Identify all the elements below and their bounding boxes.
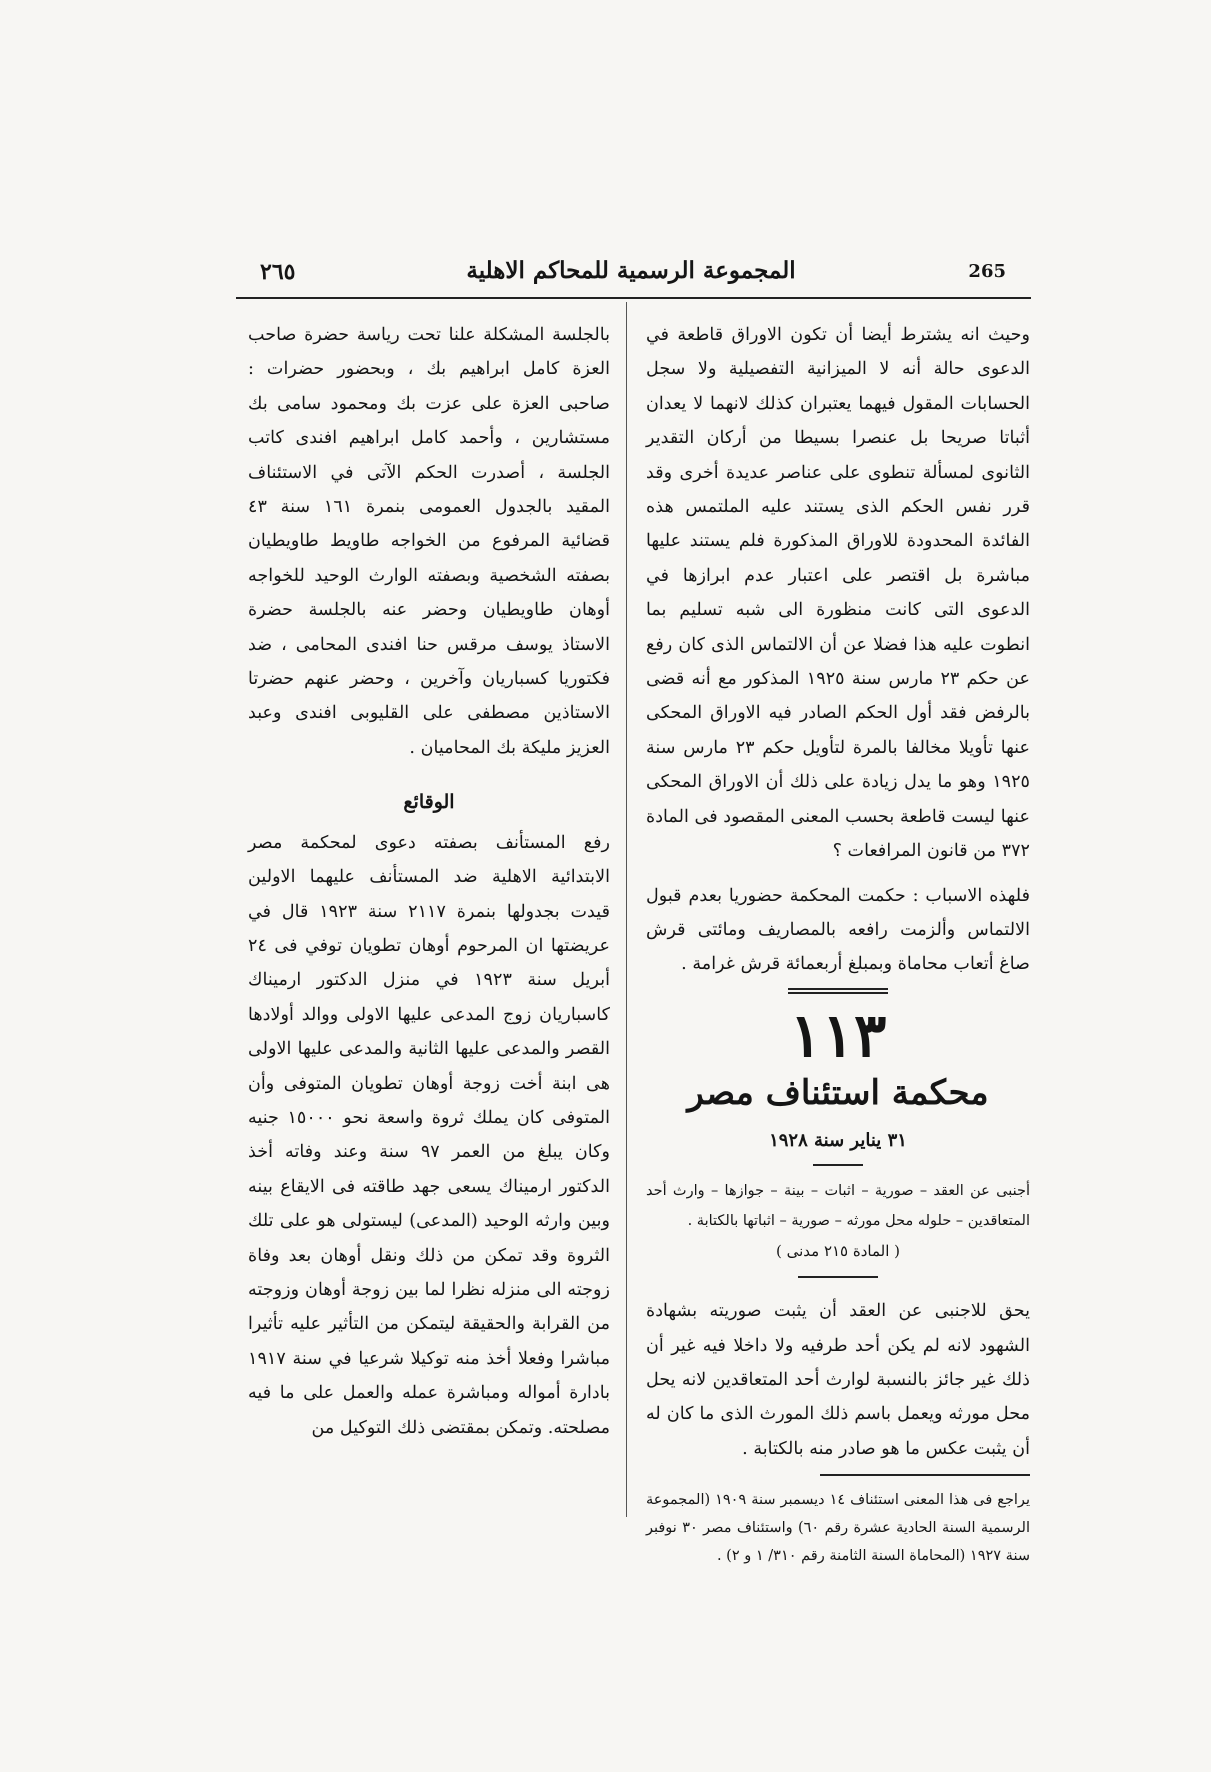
case-separator-rule xyxy=(788,988,888,994)
page-number-latin: 265 xyxy=(968,261,1006,282)
verdict-paragraph: فلهذه الاسباب : حكمت المحكمة حضوريا بعدم قبول الالتماس وألزمت رافعه بالمصاريف ومائتى قرش صاغ أتعاب محاماة وبمبلغ أربعمائة قرش غرامة ‏. xyxy=(646,885,1030,975)
footnote-rule xyxy=(820,1474,1030,1476)
facts-paragraph: رفع المستأنف بصفته دعوى لمحكمة مصر الابتدائية الاهلية ضد المستأنف عليهما الاولين قيدت بجدولها بنمرة ٢١١٧ سنة ١٩٢٣ قال في عريضتها ان المرحوم أوهان تطويان توفي فى ٢٤ أبريل سنة ١٩٢٣ في منزل الدكتور ارميناك كاسباريان زوج المدعى عليها الاولى ووالد أولادها القصر والمدعى عليها الثانية والمدعى عليها الاولى هى ابنة أخت زوجة أوهان تطويان المتوفى وأن المتوفى كان يملك ثروة واسعة نحو ١٥٠٠٠ جنيه وكان يبلغ من العمر ٩٧ سنة وعند وفاته أخذ الدكتور ارميناك يسعى جهد طاقته فى الايقاع بينه وبين وارثه الوحيد (المدعى) ليستولى هو على تلك الثروة وقد تمكن من ذلك ونقل أوهان بعد وفاة زوجته الى منزله نظرا لما بين زوجة أوهان وزوجته من القرابة والحقيقة ليتمكن من التأثير عليه تأثيرا مباشرا وفعلا أخذ منه توكيلا شرعيا في سنة ١٩١٧ بادارة أمواله ومباشرة عمله والعمل على ما فيه مصلحته. وتمكن بمقتضى ذلك التوكيل من xyxy=(248,832,610,1438)
header-rule xyxy=(236,297,1031,299)
ruling-summary: يحق للاجنبى عن العقد أن يثبت صوريته بشهادة الشهود لانه لم يكن أحد طرفيه ولا داخلا فيه غير أن ذلك غير جائز بالنسبة لوارث أحد المتعاقدين لانه يحل محل مورثه ويعمل باسم ذلك المورث الذى ما كان له أن يثبت عكس ما هو صادر منه بالكتابة ‏. xyxy=(646,1301,1030,1459)
right-column xyxy=(646,318,1030,1570)
left-column xyxy=(248,318,610,1445)
legal-article: ( المادة ٢١٥ مدنى ) xyxy=(775,1242,901,1261)
session-paragraph: بالجلسة المشكلة علنا تحت رياسة حضرة صاحب العزة كامل ابراهيم بك ، وبحضور حضرات : صاحبى العزة على عزت بك ومحمود سامى بك مستشارين ، وأحمد كامل ابراهيم افندى كاتب الجلسة ، أصدرت الحكم الآتى في الاستئناف المقيد بالجدول العمومى بنمرة ١٦١ سنة ٤٣ قضائية المرفوع من الخواجه طاويط طاويطيان بصفته الشخصية وبصفته الوارث الوحيد للخواجه أوهان طاويطيان وحضر عنه بالجلسة حضرة الاستاذ يوسف مرقس حنا افندى المحامى ، ضد فكتوريا كسباريان وآخرين ، وحضر عنهم حضرتا الاستاذين مصطفى على القليوبى افندى وعبد العزيز مليكة بك المحاميان ‏. xyxy=(248,325,610,758)
court-name: محكمة استئناف مصر xyxy=(687,1072,989,1113)
column-divider xyxy=(626,302,627,1517)
page-number-arabic: ٢٦٥ xyxy=(260,259,296,285)
case-date: ٣١ يناير سنة ١٩٢٨ xyxy=(769,1129,907,1151)
running-title: المجموعة الرسمية للمحاكم الاهلية xyxy=(466,257,796,284)
case-keywords: أجنبى عن العقد – صورية – اثبات – بينة – جوازها – وارث أحد المتعاقدين – حلوله محل مورثه – صورية – اثباتها بالكتابة ‏. xyxy=(646,1183,1030,1230)
footnote: يراجع فى هذا المعنى استئناف ١٤ ديسمبر سنة ١٩٠٩ (المجموعة الرسمية السنة الحادية عشرة رقم ٦٠) واستئناف مصر ٣٠ نوفبر سنة ١٩٢٧ (المحاماة السنة الثامنة رقم ٣١٠/ ١ و ٢) ‏. xyxy=(646,1492,1030,1565)
ruling-rule xyxy=(798,1276,878,1278)
page-header xyxy=(236,255,1026,295)
section-title-facts: الوقائع xyxy=(403,791,455,814)
date-rule xyxy=(813,1164,863,1166)
argument-paragraph: وحيث انه يشترط أيضا أن تكون الاوراق قاطعة في الدعوى حالة أنه لا الميزانية التفصيلية ولا سجل الحسابات المقول فيهما يعتبران كذلك لانهما لا يعدان أثباتا صريحا بل عنصرا بسيطا من أركان التقدير الثانوى لمسألة تنطوى على عناصر عديدة أخرى وقد قرر نفس الحكم الذى يستند عليه الملتمس هذه الفائدة المحدودة للاوراق المذكورة فلم يستند عليها مباشرة بل اقتصر على اعتبار عدم ابرازها في الدعوى التى كانت منظورة الى شبه تسليم بما انطوت عليه هذا فضلا عن أن الالتماس الذى كان رفع عن حكم ٢٣ مارس سنة ١٩٢٥ المذكور مع أنه قضى بالرفض فقد أول الحكم الصادر فيه الاوراق المحكى عنها تأويلا مخالفا بالمرة لتأويل حكم ٢٣ مارس سنة ١٩٢٥ وهو ما يدل زيادة على ذلك أن الاوراق المحكى عنها ليست قاطعة بحسب المعنى المقصود فى المادة ٣٧٢ من قانون المرافعات ؟ xyxy=(646,325,1030,862)
case-number: ١١٣ xyxy=(789,1000,887,1071)
